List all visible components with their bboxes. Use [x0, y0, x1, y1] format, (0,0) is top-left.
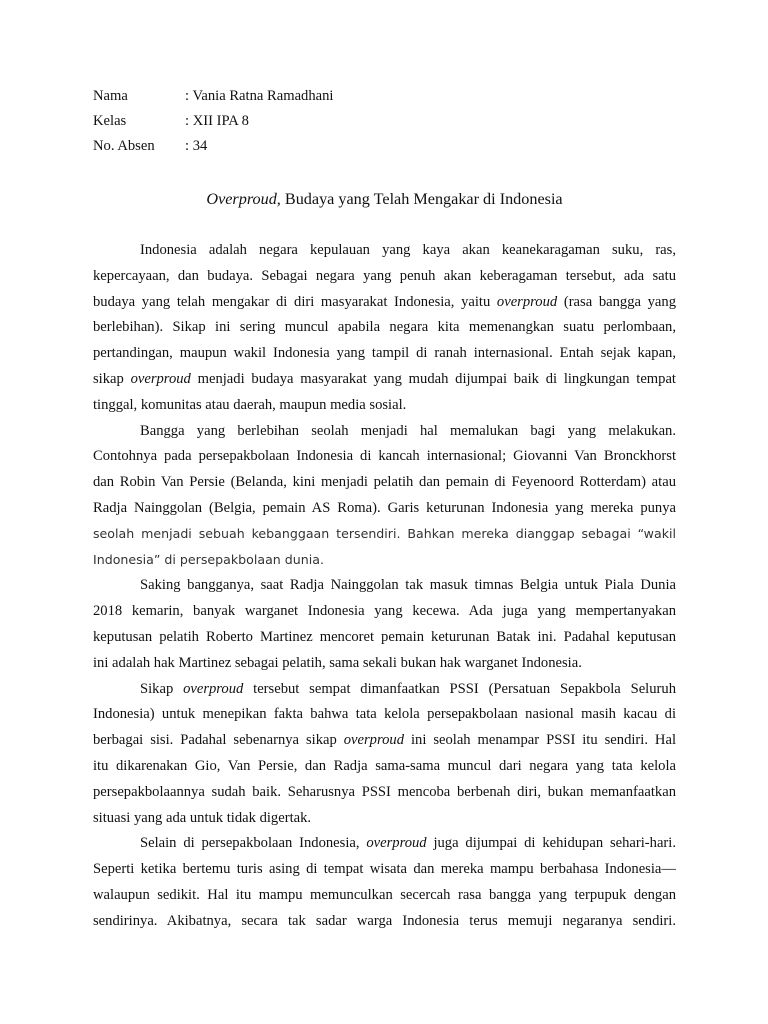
text-segment: ini seolah menampar PSSI itu sendiri. Hal [404, 732, 676, 749]
text-line [93, 395, 676, 421]
text-line [93, 885, 676, 911]
info-row-name [93, 88, 493, 113]
text-line [93, 446, 676, 472]
text-line [93, 498, 676, 524]
text-line [93, 524, 676, 550]
text-segment: tersebut sempat dimanfaatkan PSSI (Persatuan Sepakbola Seluruh [243, 680, 676, 697]
info-row-absen [93, 138, 493, 163]
text-segment: berbagai sisi. Padahal sebenarnya sikap [93, 732, 344, 749]
info-value: : Vania Ratna Ramadhani [185, 88, 334, 104]
text-line [93, 859, 676, 885]
text-segment: Indonesia adalah negara kepulauan yang kaya akan keanekaragaman suku, ras, [140, 242, 676, 258]
italic-term: overproud [183, 680, 244, 697]
text-line [93, 627, 676, 653]
text-line [93, 601, 676, 627]
info-value: : XII IPA 8 [185, 113, 249, 129]
text-segment: sendirinya. Akibatnya, secara tak sadar warga Indonesia terus memuji negaranya sendiri. [93, 912, 676, 929]
text-line [93, 833, 676, 859]
text-segment: seolah menjadi sebuah kebanggaan tersendiri. Bahkan mereka dianggap sebagai “wakil [93, 525, 676, 541]
text-segment: Seperti ketika bertemu turis asing di tempat wisata dan mereka mampu berbahasa Indonesia— [93, 861, 676, 878]
text-segment: 2018 kemarin, banyak warganet Indonesia yang kecewa. Ada juga yang mempertanyakan [93, 603, 676, 620]
essay-title [93, 189, 676, 209]
text-segment: walaupun sedikit. Hal itu mampu memunculkan secercah rasa bangga yang terpupuk dengan [93, 886, 676, 903]
text-line [93, 704, 676, 730]
italic-term: overproud [496, 293, 558, 310]
text-line [93, 240, 676, 266]
essay-title-italic: Overproud, [206, 190, 281, 208]
info-row-class [93, 113, 493, 138]
text-line [93, 808, 676, 834]
text-line [93, 653, 676, 679]
italic-term: overproud [366, 835, 427, 852]
text-line [93, 266, 676, 292]
text-segment: itu dikarenakan Gio, Van Persie, dan Radja sama-sama muncul dari negara yang tata kelola [93, 757, 676, 774]
text-line [93, 575, 676, 601]
essay-title-rest: Budaya yang Telah Mengakar di Indonesia [280, 190, 563, 208]
text-line [93, 782, 676, 808]
text-segment: dan Robin Van Persie (Belanda, kini menjadi pelatih dan pemain di Feyenoord Rotterdam) atau [93, 474, 676, 491]
italic-term: overproud [130, 370, 191, 387]
text-segment: menjadi budaya masyarakat yang mudah dijumpai baik di lingkungan tempat [190, 370, 676, 387]
text-segment: keputusan pelatih Roberto Martinez mencoret pemain keturunan Batak ini. Padahal keputusan [93, 628, 676, 645]
text-segment: ini adalah hak Martinez sebagai pelatih, sama sekali bukan hak warganet Indonesia. [93, 654, 582, 671]
text-segment: budaya yang telah mengakar di diri masyarakat Indonesia, yaitu [93, 293, 497, 310]
text-line [93, 472, 676, 498]
info-value: : 34 [185, 138, 208, 154]
text-line [93, 679, 676, 705]
text-segment: pertandingan, maupun wakil Indonesia yang tampil di ranah internasional. Entah sejak kapan, [93, 345, 676, 362]
text-line [93, 421, 676, 447]
text-line [93, 550, 676, 576]
text-line [93, 317, 676, 343]
text-segment: Radja Nainggolan (Belgia, pemain AS Roma). Garis keturunan Indonesia yang mereka punya [93, 499, 676, 516]
text-segment: Contohnya pada persepakbolaan Indonesia di kancah internasional; Giovanni Van Bronckhorst [93, 448, 676, 465]
text-line [93, 369, 676, 395]
text-segment: tinggal, komunitas atau daerah, maupun media sosial. [93, 396, 407, 413]
text-segment: Saking bangganya, saat Radja Nainggolan tak masuk timnas Belgia untuk Piala Dunia [140, 577, 676, 594]
text-segment: sikap [93, 370, 131, 387]
info-label: Nama [93, 88, 128, 104]
text-line [93, 911, 676, 937]
text-segment: Indonesia” di persepakbolaan dunia. [93, 551, 324, 567]
text-segment: Selain di persepakbolaan Indonesia, [140, 835, 367, 852]
text-segment: (rasa bangga yang [557, 293, 676, 310]
text-segment: juga dijumpai di kehidupan sehari-hari. [426, 835, 676, 852]
text-segment: kepercayaan, dan budaya. Sebagai negara yang penuh akan keberagaman tersebut, ada satu [93, 267, 676, 284]
info-label: Kelas [93, 113, 127, 129]
text-segment: Indonesia) untuk menepikan fakta bahwa tata kelola persepakbolaan nasional masih kacau di [93, 706, 676, 723]
text-line [93, 730, 676, 756]
student-info [93, 88, 493, 163]
text-segment: persepakbolaannya sudah baik. Seharusnya PSSI mencoba berbenah diri, bukan memanfaatkan [93, 783, 676, 800]
text-segment: Sikap [140, 680, 184, 697]
text-segment: situasi yang ada untuk tidak digertak. [93, 809, 312, 826]
italic-term: overproud [343, 732, 405, 749]
text-line [93, 756, 676, 782]
text-segment: berlebihan). Sikap ini sering muncul apabila negara kita memenangkan suatu perlombaan, [93, 319, 676, 336]
text-line [93, 292, 676, 318]
essay-body [93, 240, 676, 937]
info-label: No. Absen [93, 138, 155, 154]
text-line [93, 343, 676, 369]
text-segment: Bangga yang berlebihan seolah menjadi hal memalukan bagi yang melakukan. [140, 422, 676, 439]
